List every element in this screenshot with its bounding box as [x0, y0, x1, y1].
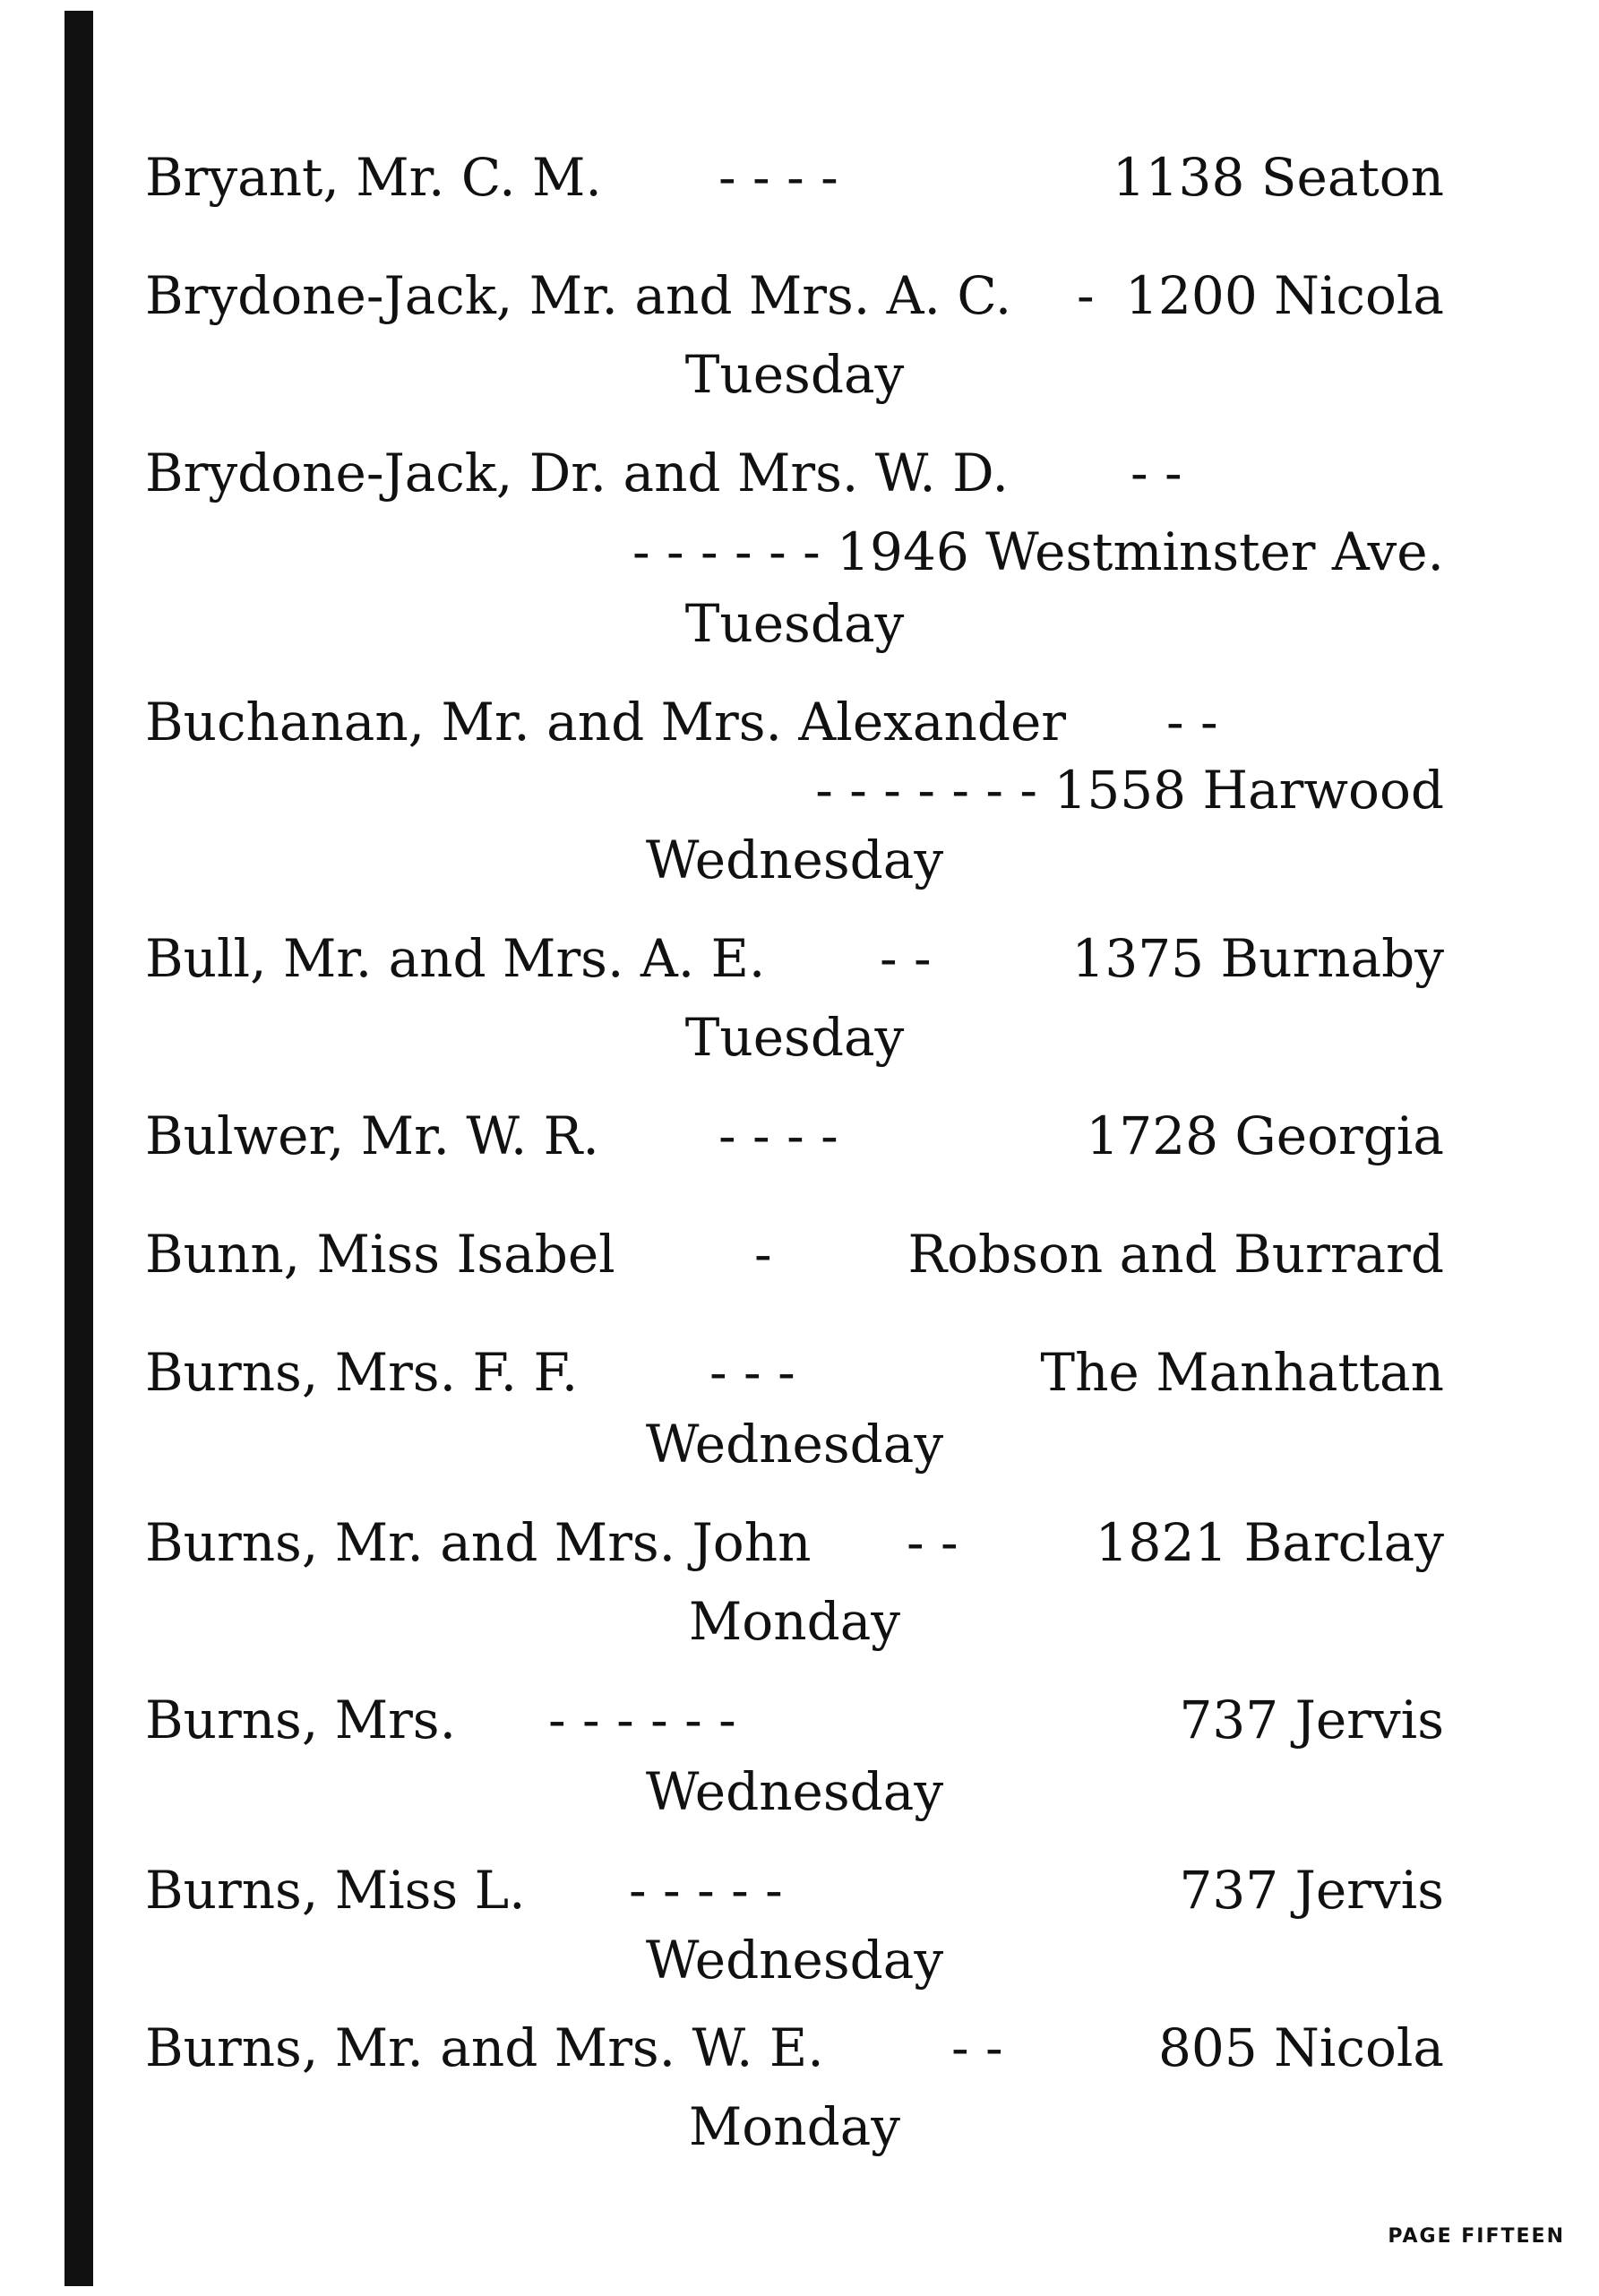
binding-edge [64, 11, 93, 2286]
page-number-label: PAGE FIFTEEN [1388, 2225, 1565, 2248]
entry-day: Tuesday [684, 344, 905, 405]
directory-entry-day-line [145, 588, 1444, 659]
entry-address: Robson and Burrard [907, 1224, 1444, 1285]
directory-entry-line [145, 686, 1444, 758]
entry-name: Bulwer, Mr. W. R. [145, 1105, 599, 1166]
leader-dashes: - - - [709, 1342, 795, 1403]
entry-day: Monday [688, 2096, 901, 2157]
entry-name: Bunn, Miss Isabel [145, 1224, 615, 1285]
directory-entry-day-line [145, 1924, 1444, 1996]
entry-name: Brydone-Jack, Mr. and Mrs. A. C. [145, 265, 1012, 326]
directory-entry-line [145, 142, 1444, 213]
entry-name: Bull, Mr. and Mrs. A. E. [145, 928, 766, 989]
entry-day: Wednesday [645, 830, 944, 890]
directory-entry-line [145, 1854, 1444, 1926]
entry-name: Burns, Mr. and Mrs. W. E. [145, 2017, 824, 2078]
entry-address: 1821 Barclay [1095, 1512, 1444, 1573]
leader-dashes: - - [951, 2017, 1003, 2078]
entry-address: 737 Jervis [1179, 1690, 1444, 1750]
entry-address: 737 Jervis [1179, 1860, 1444, 1921]
directory-entry-day-line [145, 1002, 1444, 1073]
entry-address: 1375 Burnaby [1071, 928, 1444, 989]
entry-name: Buchanan, Mr. and Mrs. Alexander [145, 692, 1066, 752]
directory-entry-day-line [145, 1408, 1444, 1480]
directory-entry-line [145, 1684, 1444, 1756]
entry-address: 1728 Georgia [1086, 1105, 1444, 1166]
directory-entry-line [145, 2012, 1444, 2084]
entry-address: 1200 Nicola [1125, 265, 1444, 326]
directory-entry-line [145, 1100, 1444, 1172]
directory-entry-line [145, 1218, 1444, 1290]
entry-day: Tuesday [684, 593, 905, 654]
directory-entry-line [145, 754, 1444, 826]
leader-dashes: - - [880, 928, 932, 989]
entry-address: 1138 Seaton [1112, 147, 1444, 208]
directory-entry-line [145, 923, 1444, 994]
directory-entry-day-line [145, 1756, 1444, 1827]
leader-dashes: - [1077, 265, 1095, 326]
entry-day: Wednesday [645, 1930, 944, 1991]
entry-name: Burns, Mrs. [145, 1690, 457, 1750]
entry-name: Brydone-Jack, Dr. and Mrs. W. D. [145, 443, 1009, 503]
leader-dashes: - - - - - - [548, 1690, 736, 1750]
entry-name: Bryant, Mr. C. M. [145, 147, 602, 208]
entry-name: Burns, Mr. and Mrs. John [145, 1512, 812, 1573]
directory-entry-line [145, 437, 1444, 509]
entry-day: Tuesday [684, 1007, 905, 1068]
leader-dashes: - - [907, 1512, 959, 1573]
entry-name: Burns, Mrs. F. F. [145, 1342, 579, 1403]
entry-address: - - - - - - 1946 Westminster Ave. [632, 521, 1444, 582]
directory-entry-day-line [145, 824, 1444, 896]
directory-entry-line [145, 1337, 1444, 1408]
leader-dashes: - - [1166, 692, 1218, 752]
entry-day: Wednesday [645, 1761, 944, 1822]
entry-address: The Manhattan [1040, 1342, 1444, 1403]
leader-dashes: - - - - - [629, 1860, 783, 1921]
directory-entry-line [145, 516, 1444, 588]
directory-entry-line [145, 1507, 1444, 1578]
leader-dashes: - - [1130, 443, 1182, 503]
entry-name: Burns, Miss L. [145, 1860, 526, 1921]
leader-dashes: - - - - [718, 147, 838, 208]
directory-entry-day-line [145, 2091, 1444, 2163]
leader-dashes: - [754, 1224, 772, 1285]
directory-entry-line [145, 260, 1444, 331]
directory-entry-day-line [145, 1586, 1444, 1657]
entry-day: Monday [688, 1591, 901, 1652]
entry-address: - - - - - - - 1558 Harwood [815, 760, 1444, 821]
entry-day: Wednesday [645, 1414, 944, 1475]
directory-entry-day-line [145, 339, 1444, 410]
leader-dashes: - - - - [718, 1105, 838, 1166]
entry-address: 805 Nicola [1158, 2017, 1444, 2078]
